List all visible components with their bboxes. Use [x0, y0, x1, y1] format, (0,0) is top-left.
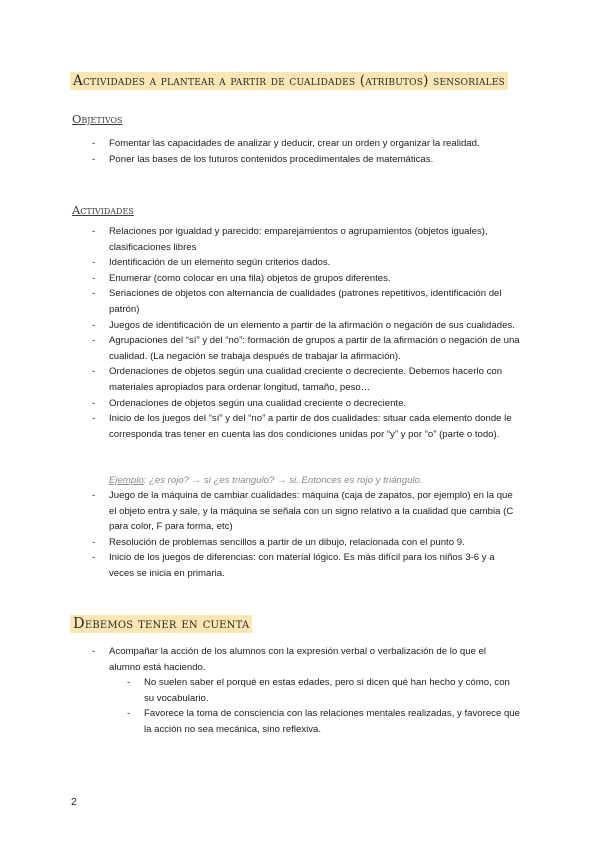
bullet-dash: -: [92, 319, 96, 331]
main-heading: [70, 73, 508, 89]
bullet-dash: -: [92, 366, 96, 378]
bullet-dash: -: [92, 335, 96, 347]
tener-en-cuenta-heading-text: Debemos tener en cuenta: [70, 615, 252, 633]
example-text: : ¿es rojo? → si ¿es triangulo? → si. Entonces es rojo y triángulo.: [143, 475, 423, 486]
bullet-dash: -: [92, 226, 96, 237]
bullet-dash: -: [92, 490, 96, 501]
bullet-dash: -: [92, 257, 96, 269]
example-label: Ejemplo: [109, 475, 144, 486]
list-item: - Agrupaciones del “sí” y del “no”: formación de grupos a partir de la afirmación o negación de una cualidad. (La negación se trabaja después de trabajar la afirmación).: [92, 335, 520, 362]
actividades-list-continued: [92, 488, 520, 582]
actividades-list: [92, 224, 520, 442]
tener-en-cuenta-list: [92, 644, 520, 738]
list-item: - Juego de la máquina de cambiar cualidades: máquina (caja de zapatos, por ejemplo) en la que el objeto entra y sale, y la máquina se señala con un signo relativo a la cualidad que cambia (C para color, F para forma, etc): [92, 490, 514, 533]
list-item: - Fomentar las capacidades de analizar y deducir, crear un orden y organizar la realidad.: [92, 136, 520, 152]
list-item: - Ordenaciones de objetos según una cualidad creciente o decreciente. Debemos hacerlo con materiales apropiados para ordenar longitud, tamaño, peso…: [92, 366, 503, 393]
bullet-dash: -: [92, 536, 96, 548]
list-item: - Inicio de los juegos de diferencias: con material lógico. Es más difícil para los niños 3-6 y a veces se inicia en primaria.: [92, 552, 495, 579]
sub-list: [127, 675, 520, 737]
list-item: - Resolución de problemas sencillos a partir de un dibujo, relacionada con el punto 9.: [92, 535, 520, 551]
list-item: - Acompañar la acción de los alumnos con la expresión verbal o verbalización de lo que el alumno está haciendo. - No suelen saber el porqué en estas edades, pero si dicen qué han hecho y cómo, con su vocabulario. - Favorece la toma de consciencia con las relaciones mentales realizadas, y favorece que la acción no sea mecánica, sino reflexiva.: [92, 644, 520, 738]
bullet-dash: -: [92, 272, 96, 284]
objetivos-list: [92, 136, 520, 167]
page-number: 2: [71, 796, 77, 808]
list-item: - Juegos de identificación de un elemento a partir de la afirmación o negación de sus cualidades.: [92, 318, 520, 334]
list-item: - Poner las bases de los futuros contenidos procedimentales de matemáticas.: [92, 152, 520, 168]
list-item: - Ordenaciones de objetos según una cualidad creciente o decreciente.: [92, 396, 520, 412]
bullet-dash: -: [92, 153, 96, 165]
bullet-dash: -: [127, 708, 131, 720]
actividades-heading: Actividades: [72, 203, 134, 217]
example-line: [92, 473, 537, 489]
list-item: - Enumerar (como colocar en una fila) objetos de grupos diferentes.: [92, 271, 520, 287]
tener-en-cuenta-heading: [70, 616, 252, 632]
list-item: - Identificación de un elemento según criterios dados.: [92, 255, 520, 271]
sub-list-item: - Favorece la toma de consciencia con las relaciones mentales realizadas, y favorece que la acción no sea mecánica, sino reflexiva.: [127, 708, 520, 735]
bullet-dash: -: [92, 288, 96, 300]
bullet-dash: -: [92, 413, 96, 425]
sub-list-item: - No suelen saber el porqué en estas edades, pero si dicen qué han hecho y cómo, con su vocabulario.: [127, 677, 510, 704]
bullet-dash: -: [127, 677, 131, 689]
bullet-dash: -: [92, 397, 96, 409]
bullet-dash: -: [92, 138, 96, 149]
bullet-dash: -: [92, 646, 96, 657]
bullet-dash: -: [92, 552, 96, 564]
list-item: - Inicio de los juegos del “sí” y del “no” a partir de dos cualidades: situar cada elemento donde le corresponda tras tener en cuenta las dos condiciones unidas por “y” y por “o” (parte o todo).: [92, 413, 512, 440]
list-item: - Seriaciones de objetos con alternancia de cualidades (patrones repetitivos, identificación del patrón): [92, 288, 502, 315]
objetivos-heading: Objetivos: [72, 112, 123, 126]
list-item: - Relaciones por igualdad y parecido: emparejamientos o agrupamientos (objetos iguales), clasificaciones libres: [92, 226, 488, 253]
main-heading-text: Actividades a plantear a partir de cualidades (atributos) sensoriales: [70, 72, 508, 90]
